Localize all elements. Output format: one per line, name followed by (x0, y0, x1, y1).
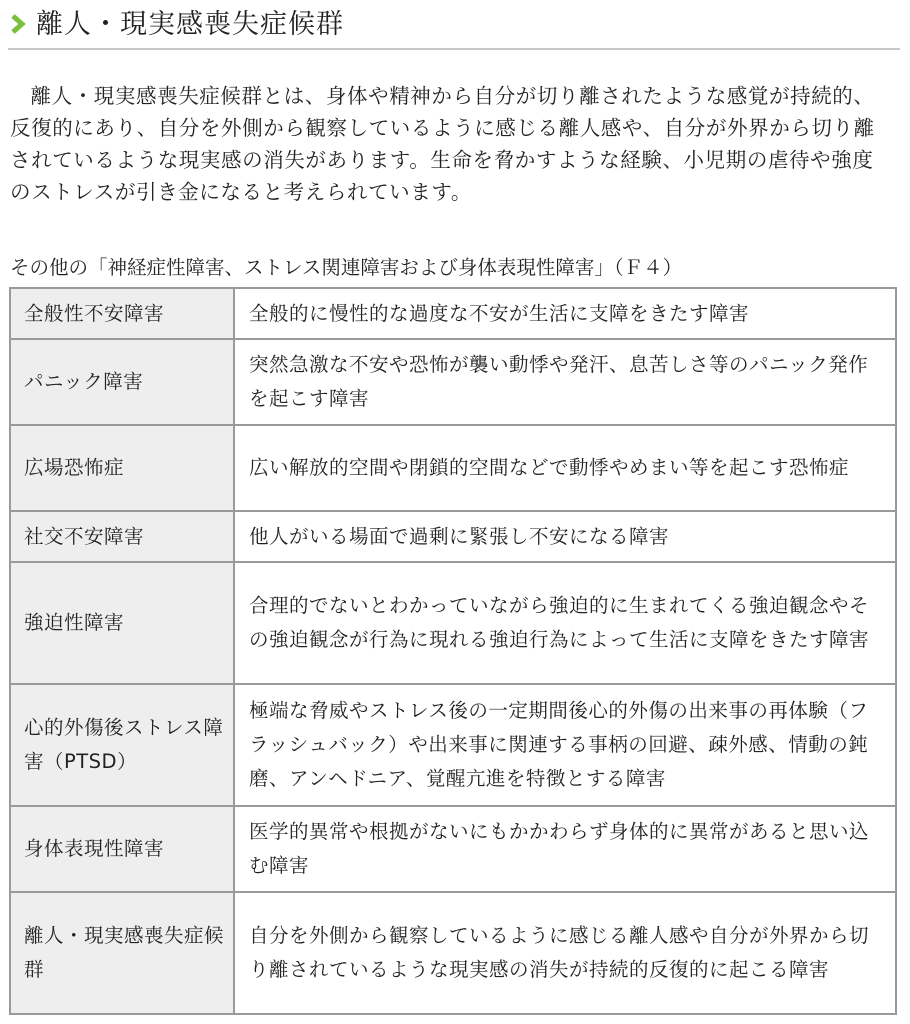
disorder-description: 自分を外側から観察しているように感じる離人感や自分が外界から切り離されているような現実感の消失が持続的反復的に起こる障害 (234, 892, 896, 1014)
chevron-right-icon (10, 13, 26, 35)
disorder-description: 他人がいる場面で過剰に緊張し不安になる障害 (234, 511, 896, 562)
disorder-name: 離人・現実感喪失症候群 (10, 892, 234, 1014)
table-row (10, 511, 896, 562)
table-row (10, 339, 896, 425)
disorder-name: 強迫性障害 (10, 562, 234, 684)
disorder-description: 突然急激な不安や恐怖が襲い動悸や発汗、息苦しさ等のパニック発作を起こす障害 (234, 339, 896, 425)
intro-paragraph: 離人・現実感喪失症候群とは、身体や精神から自分が切り離されたような感覚が持続的、反復的にあり、自分を外側から観察しているように感じる離人感や、自分が外界から切り離されているような現実感の消失があります。生命を脅かすような経験、小児期の虐待や強度のストレスが引き金になると考えられています。 (10, 84, 875, 204)
disorder-description: 極端な脅威やストレス後の一定期間後心的外傷の出来事の再体験（フラッシュバック）や出来事に関連する事柄の回避、疎外感、情動の鈍磨、アンヘドニア、覚醒亢進を特徴とする障害 (234, 684, 896, 806)
table-row (10, 288, 896, 339)
disorder-description: 合理的でないとわかっていながら強迫的に生まれてくる強迫観念やその強迫観念が行為に現れる強迫行為によって生活に支障をきたす障害 (234, 562, 896, 684)
table-row (10, 562, 896, 684)
section-heading (8, 0, 900, 50)
disorder-name: 広場恐怖症 (10, 425, 234, 511)
disorder-name: 社交不安障害 (10, 511, 234, 562)
table-caption: その他の「神経症性障害、ストレス関連障害および身体表現性障害」（Ｆ４） (10, 256, 683, 279)
disorder-description: 全般的に慢性的な過度な不安が生活に支障をきたす障害 (234, 288, 896, 339)
table-row (10, 892, 896, 1014)
disorder-description: 広い解放的空間や閉鎖的空間などで動悸やめまい等を起こす恐怖症 (234, 425, 896, 511)
table-row (10, 684, 896, 806)
disorder-name: 心的外傷後ストレス障害（PTSD） (10, 684, 234, 806)
disorder-description: 医学的異常や根拠がないにもかかわらず身体的に異常があると思い込む障害 (234, 806, 896, 892)
disorder-name: 全般性不安障害 (10, 288, 234, 339)
table-row (10, 425, 896, 511)
disorders-table (9, 287, 897, 1015)
table-row (10, 806, 896, 892)
disorder-name: 身体表現性障害 (10, 806, 234, 892)
page-title: 離人・現実感喪失症候群 (36, 8, 344, 40)
disorder-name: パニック障害 (10, 339, 234, 425)
